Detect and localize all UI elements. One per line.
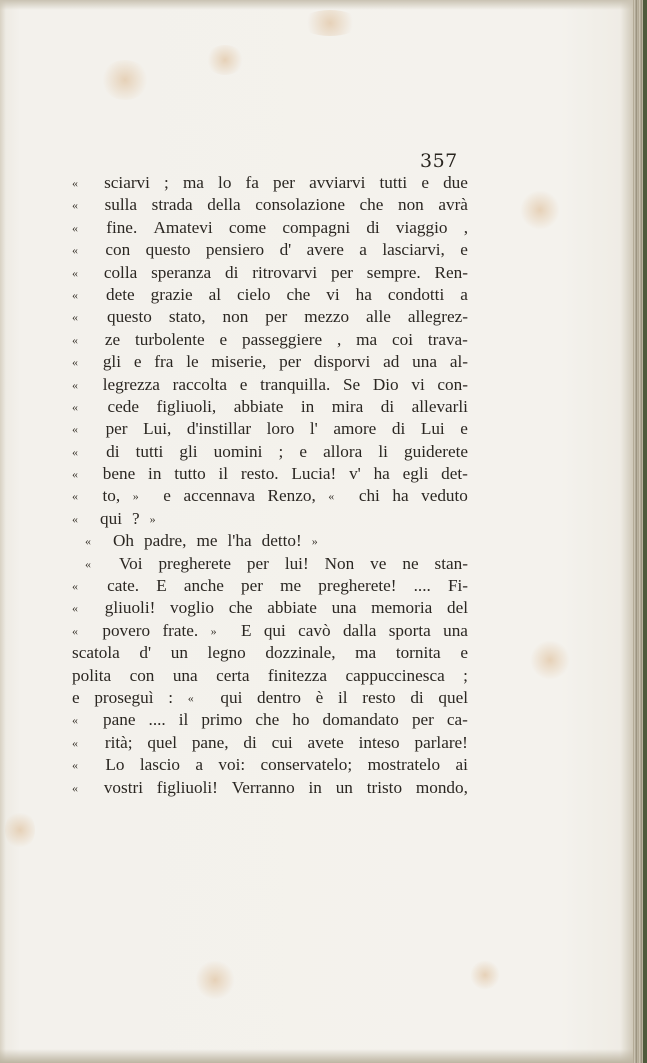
word: mostratelo bbox=[367, 755, 441, 775]
word: cappuccinesca bbox=[345, 665, 445, 685]
word: l'ha bbox=[227, 531, 252, 551]
word: , bbox=[463, 217, 468, 237]
word: e bbox=[460, 643, 468, 663]
page-body-text bbox=[72, 172, 468, 799]
word: avrà bbox=[438, 195, 468, 215]
word: « bbox=[72, 780, 78, 795]
word: per bbox=[411, 710, 434, 730]
word: Ren- bbox=[434, 262, 468, 282]
word: « bbox=[72, 444, 78, 459]
word: cui bbox=[271, 732, 293, 752]
word: « bbox=[72, 355, 78, 370]
word: povero bbox=[102, 620, 151, 640]
text-line bbox=[72, 306, 468, 328]
word: cavò bbox=[298, 620, 331, 640]
word: una bbox=[443, 620, 468, 640]
word: e bbox=[133, 352, 142, 372]
text-line bbox=[72, 485, 468, 507]
page-number: 357 bbox=[420, 150, 458, 172]
text-line bbox=[72, 687, 468, 709]
word: e bbox=[460, 240, 468, 260]
word: e bbox=[239, 374, 248, 394]
word: tranquilla. bbox=[260, 374, 331, 394]
text-line bbox=[72, 217, 468, 239]
word: lasciarvi, bbox=[382, 240, 445, 260]
top-edge-shadow bbox=[0, 0, 633, 10]
word: pensiero bbox=[205, 240, 265, 260]
word: Non bbox=[324, 553, 355, 573]
word: che bbox=[286, 284, 311, 304]
word: e bbox=[299, 441, 308, 461]
word: legno bbox=[207, 643, 246, 663]
word: fine. bbox=[106, 217, 138, 237]
word: inteso bbox=[358, 732, 400, 752]
word: al- bbox=[449, 352, 468, 372]
text-line bbox=[72, 732, 468, 754]
word: Amatevi bbox=[153, 217, 213, 237]
text-line bbox=[72, 172, 468, 194]
word: « bbox=[187, 690, 194, 705]
word: al bbox=[208, 284, 222, 304]
word: le bbox=[186, 352, 199, 372]
word: polita bbox=[72, 665, 112, 685]
word: « bbox=[72, 399, 78, 414]
word: det- bbox=[441, 464, 468, 484]
word: di bbox=[243, 732, 257, 752]
word: dozzinale, bbox=[265, 643, 336, 663]
word: egli bbox=[402, 464, 429, 484]
foxing-stain bbox=[100, 60, 150, 100]
word: passeggiere bbox=[241, 329, 323, 349]
text-line bbox=[72, 262, 468, 284]
word: della bbox=[207, 195, 241, 215]
word: una bbox=[331, 598, 357, 618]
word: ha bbox=[392, 486, 409, 506]
word: padre, bbox=[144, 531, 187, 551]
word: abbiate bbox=[233, 396, 284, 416]
word: Verranno bbox=[231, 777, 295, 797]
word: cede bbox=[107, 396, 139, 416]
word: proseguì bbox=[94, 687, 154, 707]
word: « bbox=[72, 198, 78, 213]
word: ve bbox=[370, 553, 387, 573]
word: non bbox=[222, 307, 249, 327]
text-line bbox=[72, 777, 468, 799]
word: e bbox=[163, 486, 171, 506]
text-line bbox=[72, 239, 468, 261]
word: uomini bbox=[213, 441, 263, 461]
word: è bbox=[315, 687, 324, 707]
word: « bbox=[72, 579, 78, 594]
word: « bbox=[72, 422, 78, 437]
word: resto. bbox=[240, 464, 279, 484]
word: quel bbox=[438, 687, 468, 707]
word: frate. bbox=[162, 620, 199, 640]
word: che bbox=[228, 598, 253, 618]
word: ; bbox=[463, 665, 468, 685]
word: amore bbox=[333, 419, 377, 439]
word: vi bbox=[326, 284, 340, 304]
word: « bbox=[72, 377, 78, 392]
word: e bbox=[421, 173, 429, 192]
word: ritrovarvi bbox=[252, 262, 318, 282]
word: « bbox=[72, 332, 78, 347]
word: colla bbox=[103, 262, 138, 282]
word: avviarvi bbox=[309, 173, 366, 192]
text-line bbox=[72, 642, 468, 664]
word: Se bbox=[342, 374, 361, 394]
word: per bbox=[330, 262, 353, 282]
word: tristo bbox=[366, 777, 403, 797]
word: Lucia! bbox=[291, 464, 337, 484]
word: per bbox=[105, 419, 128, 439]
word: li bbox=[378, 441, 388, 461]
word: ai bbox=[455, 755, 468, 775]
word: e bbox=[219, 329, 228, 349]
word: in bbox=[308, 777, 322, 797]
word: a bbox=[460, 284, 468, 304]
word: non bbox=[397, 195, 424, 215]
word: figliuoli, bbox=[156, 396, 217, 416]
word: parlare! bbox=[414, 732, 468, 752]
foxing-stain bbox=[530, 640, 570, 680]
word: « bbox=[72, 713, 78, 728]
word: vostri bbox=[103, 777, 143, 797]
word: ? bbox=[131, 508, 140, 528]
word: trava- bbox=[427, 329, 468, 349]
word: scatola bbox=[72, 643, 120, 663]
text-line bbox=[72, 508, 468, 530]
word: tornita bbox=[395, 643, 441, 663]
word: viaggio bbox=[395, 217, 448, 237]
word: pane, bbox=[191, 732, 229, 752]
word: Lui, bbox=[143, 419, 172, 439]
word: consolazione bbox=[255, 195, 345, 215]
word: « bbox=[72, 489, 78, 504]
word: « bbox=[85, 556, 91, 571]
word: .... bbox=[148, 710, 166, 730]
text-line bbox=[72, 194, 468, 216]
word: di bbox=[366, 217, 380, 237]
word: in bbox=[300, 396, 315, 416]
foxing-stain bbox=[5, 810, 35, 850]
word: il bbox=[218, 464, 229, 484]
word: resto bbox=[362, 687, 396, 707]
word: « bbox=[72, 511, 78, 526]
word: qui bbox=[100, 508, 122, 528]
word: ; bbox=[278, 441, 284, 461]
word: coi bbox=[391, 329, 413, 349]
word: dalla bbox=[342, 620, 377, 640]
word: di bbox=[410, 687, 424, 707]
foxing-stain bbox=[205, 45, 245, 75]
word: stato, bbox=[168, 307, 206, 327]
text-line bbox=[72, 284, 468, 306]
word: guiderete bbox=[404, 441, 468, 461]
word: « bbox=[72, 220, 78, 235]
word: « bbox=[72, 623, 78, 638]
word: conservatelo; bbox=[260, 755, 353, 775]
word: , bbox=[337, 329, 342, 349]
word: di bbox=[106, 441, 120, 461]
word: per bbox=[246, 553, 269, 573]
word: » bbox=[210, 623, 217, 638]
word: una bbox=[172, 665, 198, 685]
word: dete bbox=[106, 284, 135, 304]
word: veduto bbox=[421, 486, 468, 506]
word: allora bbox=[323, 441, 363, 461]
word: d' bbox=[139, 643, 152, 663]
word: Fi- bbox=[447, 576, 468, 596]
text-line bbox=[72, 329, 468, 351]
word: ma bbox=[355, 643, 377, 663]
word: E bbox=[240, 620, 252, 640]
text-line bbox=[72, 441, 468, 463]
word: E bbox=[156, 576, 167, 596]
word: di bbox=[225, 262, 239, 282]
word: ma bbox=[182, 173, 204, 192]
word: mira bbox=[331, 396, 364, 416]
book-cover-edge bbox=[643, 0, 647, 1063]
word: ho bbox=[292, 710, 310, 730]
word: vi bbox=[411, 374, 425, 394]
word: domandato bbox=[322, 710, 399, 730]
word: pregherete bbox=[158, 553, 231, 573]
word: cielo bbox=[237, 284, 271, 304]
word: abbiate bbox=[267, 598, 317, 618]
word: grazie bbox=[150, 284, 193, 304]
word: memoria bbox=[371, 598, 433, 618]
word: « bbox=[85, 534, 91, 549]
word: lui! bbox=[284, 553, 309, 573]
word: « bbox=[72, 243, 78, 258]
word: v' bbox=[349, 464, 361, 484]
word: qui bbox=[263, 620, 286, 640]
word: Voi bbox=[118, 553, 143, 573]
word: detto! bbox=[261, 531, 302, 551]
word: a bbox=[359, 240, 367, 260]
text-line bbox=[72, 374, 468, 396]
word: » bbox=[149, 511, 156, 526]
word: gliuoli! bbox=[104, 598, 156, 618]
word: dentro bbox=[257, 687, 301, 707]
word: « bbox=[72, 176, 78, 190]
word: accennava bbox=[183, 486, 255, 506]
word: con- bbox=[437, 374, 468, 394]
word: d' bbox=[279, 240, 292, 260]
word: allegrez- bbox=[407, 307, 468, 327]
word: in bbox=[148, 464, 162, 484]
foxing-stain bbox=[195, 960, 235, 1000]
word: fa bbox=[245, 173, 259, 192]
word: sporta bbox=[388, 620, 431, 640]
text-line bbox=[72, 597, 468, 619]
word: mezzo bbox=[304, 307, 350, 327]
word: per bbox=[265, 307, 288, 327]
word: di bbox=[380, 396, 395, 416]
word: ad bbox=[383, 352, 400, 372]
word: pregherete! bbox=[318, 576, 397, 596]
word: .... bbox=[413, 576, 431, 596]
word: ; bbox=[164, 173, 169, 192]
word: tutto bbox=[174, 464, 206, 484]
word: l' bbox=[309, 419, 318, 439]
word: con bbox=[105, 240, 131, 260]
word: un bbox=[335, 777, 353, 797]
word: avere bbox=[306, 240, 344, 260]
word: » bbox=[311, 534, 318, 549]
word: « bbox=[72, 467, 78, 482]
text-line bbox=[72, 396, 468, 418]
word: « bbox=[72, 601, 78, 616]
word: il bbox=[178, 710, 189, 730]
text-line bbox=[72, 709, 468, 731]
word: strada bbox=[151, 195, 193, 215]
word: legrezza bbox=[102, 374, 160, 394]
word: : bbox=[168, 687, 173, 707]
word: questo bbox=[106, 307, 152, 327]
bottom-edge-shadow bbox=[0, 1049, 633, 1063]
word: questo bbox=[145, 240, 191, 260]
word: del bbox=[446, 598, 468, 618]
word: turbolente bbox=[134, 329, 205, 349]
word: to, bbox=[102, 486, 121, 506]
word: « bbox=[72, 310, 78, 325]
word: cate. bbox=[107, 576, 140, 596]
word: quel bbox=[147, 732, 177, 752]
foxing-stain bbox=[300, 10, 360, 36]
word: come bbox=[228, 217, 267, 237]
word: Renzo, bbox=[267, 486, 316, 506]
word: ne bbox=[402, 553, 419, 573]
word: fra bbox=[154, 352, 174, 372]
word: qui bbox=[220, 687, 243, 707]
word: che bbox=[255, 710, 280, 730]
word: condotti bbox=[387, 284, 445, 304]
text-line bbox=[72, 418, 468, 440]
foxing-stain bbox=[520, 190, 560, 230]
word: un bbox=[170, 643, 188, 663]
text-line bbox=[72, 530, 468, 552]
word: sulla bbox=[104, 195, 138, 215]
word: « bbox=[72, 735, 78, 750]
word: « bbox=[328, 489, 335, 504]
word: chi bbox=[358, 486, 380, 506]
text-line bbox=[72, 351, 468, 373]
word: speranza bbox=[151, 262, 212, 282]
word: il bbox=[337, 687, 348, 707]
word: a bbox=[195, 755, 203, 775]
word: mondo, bbox=[415, 777, 468, 797]
word: ha bbox=[355, 284, 372, 304]
word: avete bbox=[307, 732, 344, 752]
word: voi: bbox=[218, 755, 246, 775]
text-line bbox=[72, 620, 468, 642]
word: gli bbox=[102, 352, 121, 372]
word: compagni bbox=[282, 217, 351, 237]
word: Lo bbox=[105, 755, 125, 775]
word: gli bbox=[179, 441, 198, 461]
word: e bbox=[460, 419, 468, 439]
word: » bbox=[132, 489, 139, 504]
word: di bbox=[391, 419, 406, 439]
word: sciarvi bbox=[104, 173, 150, 192]
word: tutti bbox=[135, 441, 164, 461]
word: con bbox=[129, 665, 155, 685]
word: ze bbox=[104, 329, 121, 349]
word: lascio bbox=[139, 755, 180, 775]
word: loro bbox=[266, 419, 295, 439]
word: sempre. bbox=[366, 262, 421, 282]
word: per bbox=[273, 173, 295, 192]
word: certa bbox=[216, 665, 250, 685]
word: me bbox=[280, 576, 302, 596]
word: tutti bbox=[379, 173, 408, 192]
word: ma bbox=[356, 329, 378, 349]
word: Dio bbox=[372, 374, 399, 394]
word: per bbox=[241, 576, 263, 596]
word: ha bbox=[373, 464, 390, 484]
text-line bbox=[72, 754, 468, 776]
word: primo bbox=[201, 710, 243, 730]
word: ca- bbox=[446, 710, 468, 730]
word: pane bbox=[103, 710, 136, 730]
word: figliuoli! bbox=[156, 777, 218, 797]
word: alle bbox=[366, 307, 391, 327]
text-line bbox=[72, 553, 468, 575]
word: allevarli bbox=[411, 396, 468, 416]
text-line bbox=[72, 575, 468, 597]
word: finitezza bbox=[267, 665, 328, 685]
foxing-stain bbox=[470, 960, 500, 990]
word: « bbox=[72, 265, 78, 280]
word: stan- bbox=[434, 553, 468, 573]
word: miserie, bbox=[211, 352, 267, 372]
word: per bbox=[279, 352, 302, 372]
word: bene bbox=[102, 464, 136, 484]
word: due bbox=[443, 173, 468, 192]
word: una bbox=[412, 352, 437, 372]
word: anche bbox=[183, 576, 224, 596]
word: « bbox=[72, 758, 78, 773]
word: che bbox=[359, 195, 384, 215]
text-line bbox=[72, 665, 468, 687]
word: rità; bbox=[104, 732, 133, 752]
word: « bbox=[72, 287, 78, 302]
word: e bbox=[72, 687, 80, 707]
word: Lui bbox=[420, 419, 445, 439]
word: raccolta bbox=[172, 374, 228, 394]
word: voglio bbox=[170, 598, 214, 618]
word: lo bbox=[218, 173, 232, 192]
word: d'instillar bbox=[186, 419, 252, 439]
text-line bbox=[72, 463, 468, 485]
word: me bbox=[196, 531, 218, 551]
word: disporvi bbox=[313, 352, 371, 372]
word: Oh bbox=[113, 531, 135, 551]
